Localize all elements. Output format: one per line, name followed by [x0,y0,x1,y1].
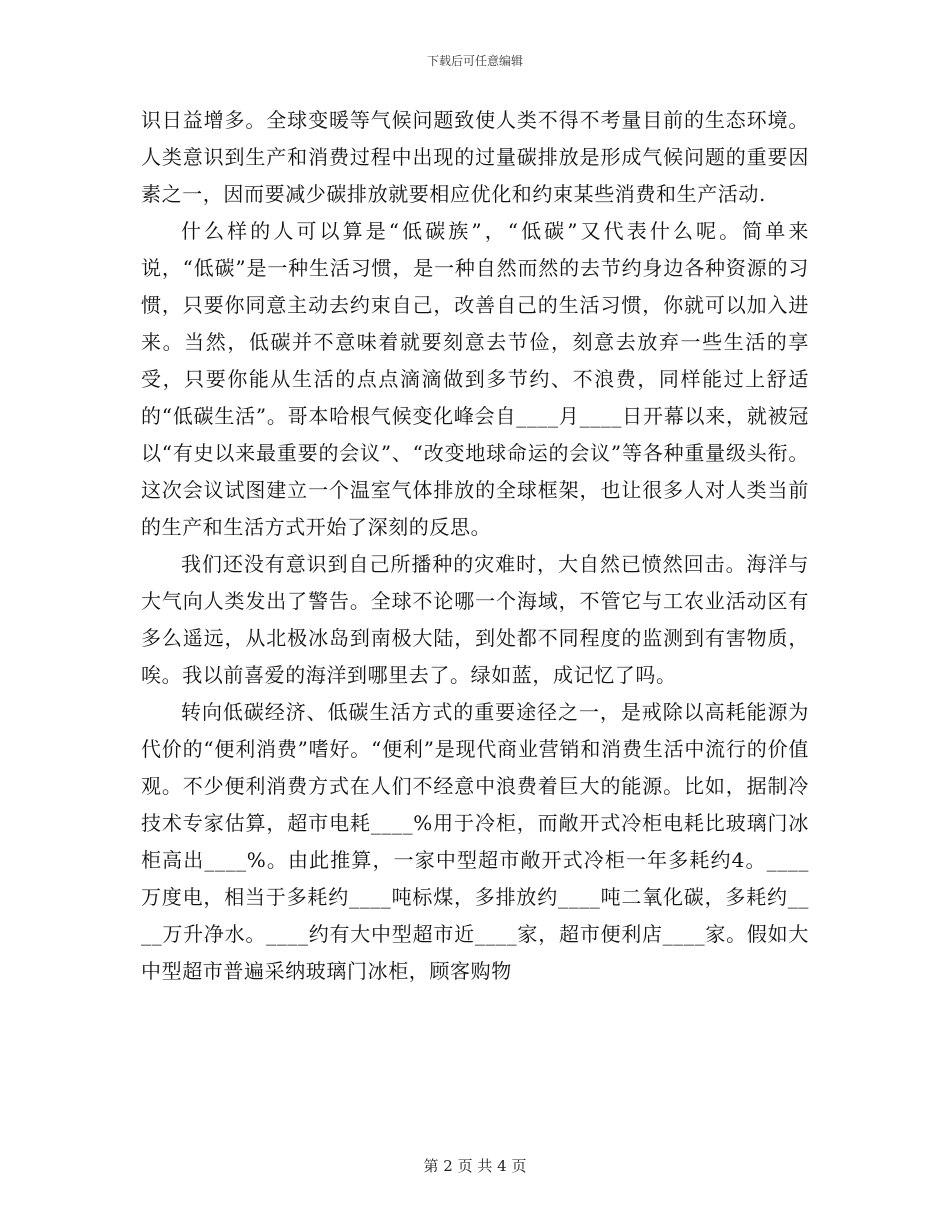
paragraph-1: 识日益增多。全球变暖等气候问题致使人类不得不考量目前的生态环境。人类意识到生产和消费过程中出现的过量碳排放是形成气候问题的重要因素之一，因而要减少碳排放就要相应优化和约束某些消费和生产活动. [141,108,809,206]
paragraph-2: 什么样的人可以算是“低碳族”，“低碳”又代表什么呢。简单来说，“低碳”是一种生活习惯，是一种自然而然的去节约身边各种资源的习惯，只要你同意主动去约束自己，改善自己的生活习惯，你就可以加入进来。当然，低碳并不意味着就要刻意去节俭，刻意去放弃一些生活的享受，只要你能从生活的点点滴滴做到多节约、不浪费，同样能过上舒适的“低碳生活”。哥本哈根气候变化峰会自____月____日开幕以来，就被冠以“有史以来最重要的会议”、“改变地球命运的会议”等各种重量级头衔。这次会议试图建立一个温室气体排放的全球框架，也让很多人对人类当前的生产和生活方式开始了深刻的反思。 [141,219,809,539]
page-header: 下载后可任意编辑 [426,54,523,68]
paragraph-4: 转向低碳经济、低碳生活方式的重要途径之一，是戒除以高耗能源为代价的“便利消费”嗜好。“便利”是现代商业营销和消费生活中流行的价值观。不少便利消费方式在人们不经意中浪费着巨大的能源。比如，据制冷技术专家估算，超市电耗____%用于冷柜，而敞开式冷柜电耗比玻璃门冰柜高出____%。由此推算，一家中型超市敞开式冷柜一年多耗约4。____万度电，相当于多耗约____吨标煤，多排放约____吨二氧化碳，多耗约____万升净水。____约有大中型超市近____家，超市便利店____家。假如大中型超市普遍采纳玻璃门冰柜，顾客购物 [141,700,809,983]
page-footer: 第 2 页 共 4 页 [423,1157,527,1175]
document-body [141,102,809,990]
paragraph-3: 我们还没有意识到自己所播种的灾难时，大自然已愤然回击。海洋与大气向人类发出了警告。全球不论哪一个海域，不管它与工农业活动区有多么遥远，从北极冰岛到南极大陆，到处都不同程度的监测到有害物质，唉。我以前喜爱的海洋到哪里去了。绿如蓝，成记忆了吗。 [141,552,809,687]
